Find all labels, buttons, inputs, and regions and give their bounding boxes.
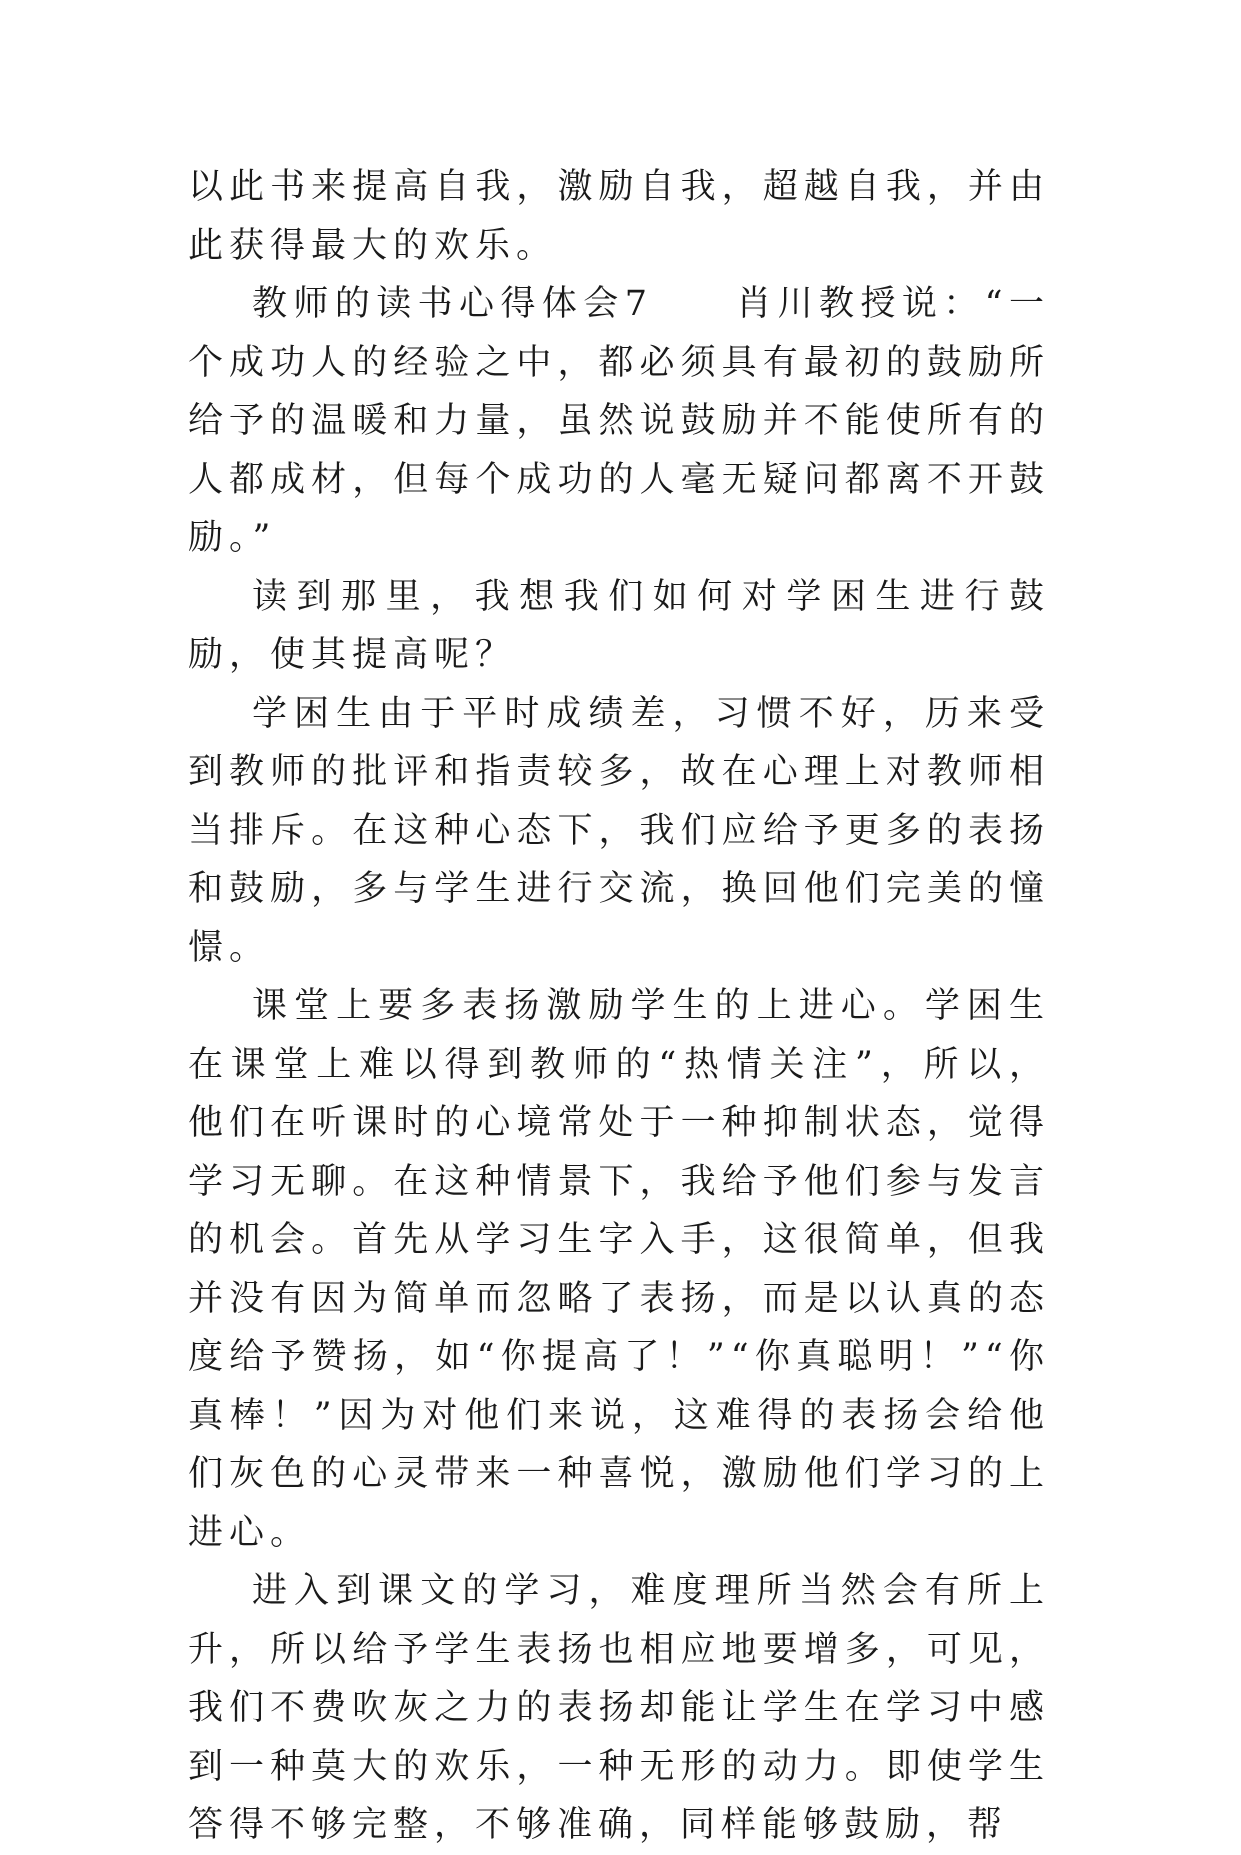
paragraph-6: 进入到课文的学习，难度理所当然会有所上升，所以给予学生表扬也相应地要增多，可见，我们不费吹灰之力的表扬却能让学生在学习中感到一种莫大的欢乐，一种无形的动力。即使学生答得不够完整，不够准确，同样能够鼓励，帮	[188, 1571, 1050, 1845]
paragraph-3: 读到那里，我想我们如何对学困生进行鼓励，使其提高呢？	[188, 576, 1050, 675]
paragraph-4: 学困生由于平时成绩差，习惯不好，历来受到教师的批评和指责较多，故在心理上对教师相当排斥。在这种心态下，我们应给予更多的表扬和鼓励，多与学生进行交流，换回他们完美的憧憬。	[188, 693, 1050, 968]
paragraph-1: 以此书来提高自我，激励自我，超越自我，并由此获得最大的欢乐。	[188, 167, 1050, 266]
paragraph-5: 课堂上要多表扬激励学生的上进心。学困生在课堂上难以得到教师的“热情关注”，所以，他们在听课时的心境常处于一种抑制状态，觉得学习无聊。在这种情景下，我给予他们参与发言的机会。首先从学习生字入手，这很简单，但我并没有因为简单而忽略了表扬，而是以认真的态度给予赞扬，如“你提高了！”“你真聪明！”“你真棒！”因为对他们来说，这难得的表扬会给他们灰色的心灵带来一种喜悦，激励他们学习的上进心。	[188, 986, 1050, 1553]
paragraph-2: 教师的读书心得体会7 肖川教授说：“一个成功人的经验之中，都必须具有最初的鼓励所给予的温暖和力量，虽然说鼓励并不能使所有的人都成材，但每个成功的人毫无疑问都离不开鼓励。”	[188, 284, 1050, 558]
document-body	[188, 158, 1050, 1855]
